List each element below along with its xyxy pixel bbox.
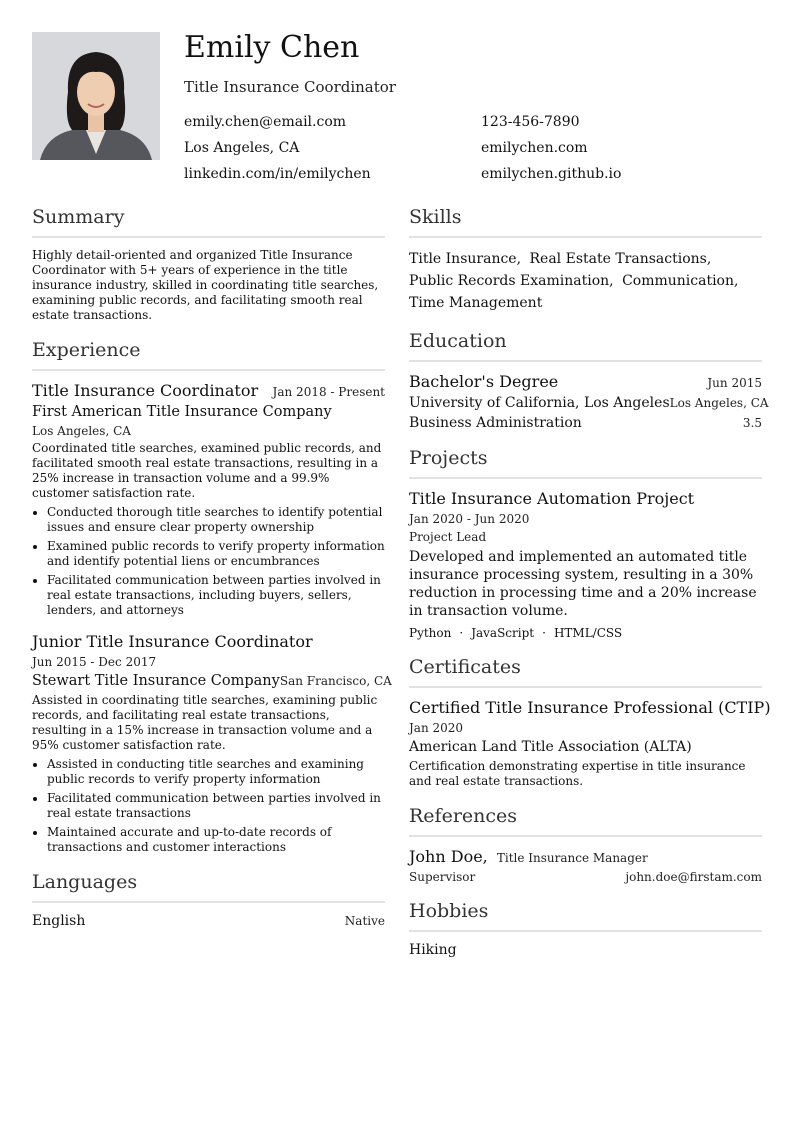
education-school: University of California, Los Angeles (409, 395, 670, 411)
certificates-heading: Certificates (409, 656, 762, 688)
projects-heading: Projects (409, 447, 762, 479)
job-dates: Jan 2018 - Present (272, 385, 385, 399)
right-column (409, 206, 771, 974)
job-dates: Jun 2015 - Dec 2017 (32, 655, 157, 669)
skills-list (409, 248, 762, 314)
project-role: Project Lead (409, 530, 487, 544)
skill-item: Communication, (622, 273, 739, 289)
job-company: Stewart Title Insurance Company (32, 673, 280, 689)
reference-email[interactable]: john.doe@firstam.com (625, 870, 762, 884)
candidate-name: Emily Chen (184, 30, 360, 65)
skill-item: Title Insurance, (409, 251, 522, 267)
projects-section (409, 447, 762, 640)
summary-section (32, 206, 385, 323)
skill-item: Real Estate Transactions, (529, 251, 712, 267)
project-description: Developed and implemented an automated title insurance processing system, resulting in a 30% reduction in processing time and a 20% increase in transaction volume. (409, 549, 757, 619)
education-date: Jun 2015 (707, 376, 762, 390)
certificate-date: Jan 2020 (409, 721, 464, 735)
reference-title: Title Insurance Manager (496, 851, 648, 865)
certificates-section (409, 656, 771, 789)
summary-text: Highly detail-oriented and organized Title Insurance Coordinator with 5+ years of experience in the title insurance industry, skilled in coordinating title searches, examining public records, and facilitating smooth real estate transactions. (32, 248, 379, 322)
experience-heading: Experience (32, 339, 385, 371)
project-tags: Python · JavaScript · HTML/CSS (409, 626, 623, 640)
job-bullet: • Facilitated communication between parties involved in real estate transactions (47, 791, 385, 821)
contact-linkedin[interactable]: linkedin.com/in/emilychen (184, 166, 371, 182)
project-dates: Jan 2020 - Jun 2020 (409, 512, 530, 526)
education-degree: Bachelor's Degree (409, 372, 559, 391)
job-bullet: • Maintained accurate and up-to-date records of transactions and customer interactions (47, 825, 385, 855)
profile-photo (32, 32, 160, 160)
certificate-name: Certified Title Insurance Professional (CTIP) (409, 698, 771, 717)
experience-entry (32, 381, 385, 618)
skill-item: Public Records Examination, (409, 273, 614, 289)
experience-entry (32, 632, 392, 855)
contact-phone[interactable]: 123-456-7890 (481, 114, 580, 130)
left-column (32, 206, 392, 945)
job-bullet: • Conducted thorough title searches to identify potential issues and ensure clear property ownership (47, 505, 385, 535)
summary-heading: Summary (32, 206, 385, 238)
job-role: Junior Title Insurance Coordinator (32, 632, 313, 651)
job-company: First American Title Insurance Company (32, 404, 332, 420)
job-description: Assisted in coordinating title searches, examining public records, and facilitating real estate transactions, resulting in a 15% increase in transaction volume and a 95% customer satisfaction rate. (32, 693, 378, 752)
education-location: Los Angeles, CA (669, 396, 769, 410)
project-tag: JavaScript (471, 626, 535, 640)
education-heading: Education (409, 330, 762, 362)
candidate-title: Title Insurance Coordinator (184, 78, 396, 96)
certificate-issuer: American Land Title Association (ALTA) (409, 739, 692, 755)
references-heading: References (409, 805, 762, 837)
languages-heading: Languages (32, 871, 385, 903)
hobbies-heading: Hobbies (409, 900, 762, 932)
hobby-item: Hiking (409, 942, 457, 958)
references-section (409, 805, 762, 884)
reference-relation: Supervisor (409, 870, 476, 884)
certificate-description: Certification demonstrating expertise in title insurance and real estate transactions. (409, 759, 746, 788)
skills-heading: Skills (409, 206, 762, 238)
experience-section (32, 339, 392, 855)
job-location: Los Angeles, CA (32, 424, 131, 438)
reference-name: John Doe, (409, 847, 488, 866)
language-name: English (32, 913, 86, 929)
job-bullet: • Facilitated communication between parties involved in real estate transactions, including buyers, sellers, lenders, and attorneys (47, 573, 385, 618)
education-gpa: 3.5 (742, 416, 762, 430)
job-description: Coordinated title searches, examined public records, and facilitated smooth real estate transactions, resulting in a 25% increase in transaction volume and a 99.9% customer satisfaction rate. (32, 441, 382, 500)
job-bullet: • Assisted in conducting title searches and examining public records to verify property information (47, 757, 385, 787)
languages-section (32, 871, 385, 929)
education-field: Business Administration (409, 415, 582, 431)
education-section (409, 330, 769, 431)
contact-website[interactable]: emilychen.com (481, 140, 588, 156)
profile-photo-image (32, 32, 160, 160)
contact-github[interactable]: emilychen.github.io (481, 166, 622, 182)
skill-item: Time Management (409, 295, 543, 311)
skills-section (409, 206, 762, 314)
language-level: Native (344, 914, 385, 928)
job-bullet: • Examined public records to verify property information and identify potential liens or encumbrances (47, 539, 385, 569)
job-role: Title Insurance Coordinator (32, 381, 259, 400)
project-tag: HTML/CSS (553, 626, 623, 640)
project-tag: Python (409, 626, 452, 640)
hobbies-section (409, 900, 762, 958)
job-bullets (32, 505, 385, 618)
project-name: Title Insurance Automation Project (409, 489, 695, 508)
contact-location: Los Angeles, CA (184, 140, 300, 156)
job-location: San Francisco, CA (279, 674, 392, 688)
contact-email[interactable]: emily.chen@email.com (184, 114, 347, 130)
job-bullets (32, 757, 385, 855)
